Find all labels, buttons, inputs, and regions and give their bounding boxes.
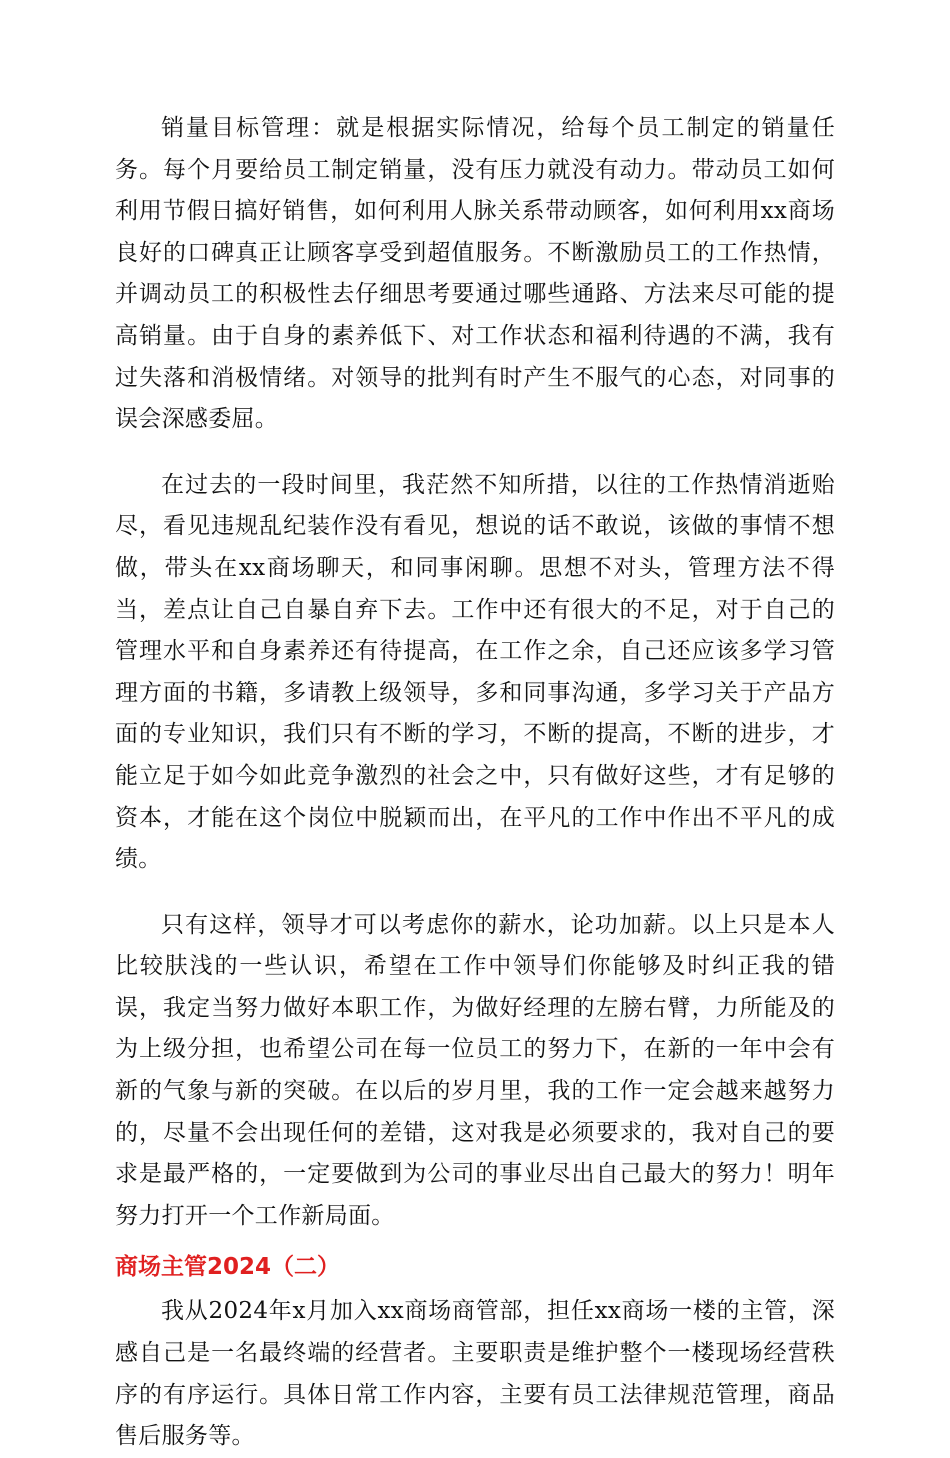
document-body [115,108,835,1458]
body-paragraph-sales-target: 销量目标管理：就是根据实际情况，给每个员工制定的销量任务。每个月要给员工制定销量，没有压力就没有动力。带动员工如何利用节假日搞好销售，如何利用人脉关系带动顾客，如何利用xx商场良好的口碑真正让顾客享受到超值服务。不断激励员工的工作热情，并调动员工的积极性去仔细思考要通过哪些通路、方法来尽可能的提高销量。由于自身的素养低下、对工作状态和福利待遇的不满，我有过失落和消极情绪。对领导的批判有时产生不服气的心态，对同事的误会深感委屈。 [115,115,835,433]
body-paragraph-conclusion: 只有这样，领导才可以考虑你的薪水，论功加薪。以上只是本人比较肤浅的一些认识，希望在工作中领导们你能够及时纠正我的错误，我定当努力做好本职工作，为做好经理的左膀右臂，力所能及的为上级分担，也希望公司在每一位员工的努力下，在新的一年中会有新的气象与新的突破。在以后的岁月里，我的工作一定会越来越努力的，尽量不会出现任何的差错，这对我是必须要求的，我对自己的要求是最严格的，一定要做到为公司的事业尽出自己最大的努力！明年努力打开一个工作新局面。 [115,911,835,1229]
body-paragraph-section-two: 我从2024年x月加入xx商场商管部，担任xx商场一楼的主管，深感自己是一名最终端的经营者。主要职责是维护整个一楼现场经营秩序的有序运行。具体日常工作内容，主要有员工法律规范管理，商品售后服务等。 [115,1298,835,1450]
body-paragraph-past-period: 在过去的一段时间里，我茫然不知所措，以往的工作热情消逝贻尽，看见违规乱纪装作没有看见，想说的话不敢说，该做的事情不想做，带头在xx商场聊天，和同事闲聊。思想不对头，管理方法不得当，差点让自己自暴自弃下去。工作中还有很大的不足，对于自己的管理水平和自身素养还有待提高，在工作之余，自己还应该多学习管理方面的书籍，多请教上级领导，多和同事沟通，多学习关于产品方面的专业知识，我们只有不断的学习，不断的提高，不断的进步，才能立足于如今如此竞争激烈的社会之中，只有做好这些，才有足够的资本，才能在这个岗位中脱颖而出，在平凡的工作中作出不平凡的成绩。 [115,471,835,873]
section-heading: 商场主管2024（二） [115,1254,341,1281]
